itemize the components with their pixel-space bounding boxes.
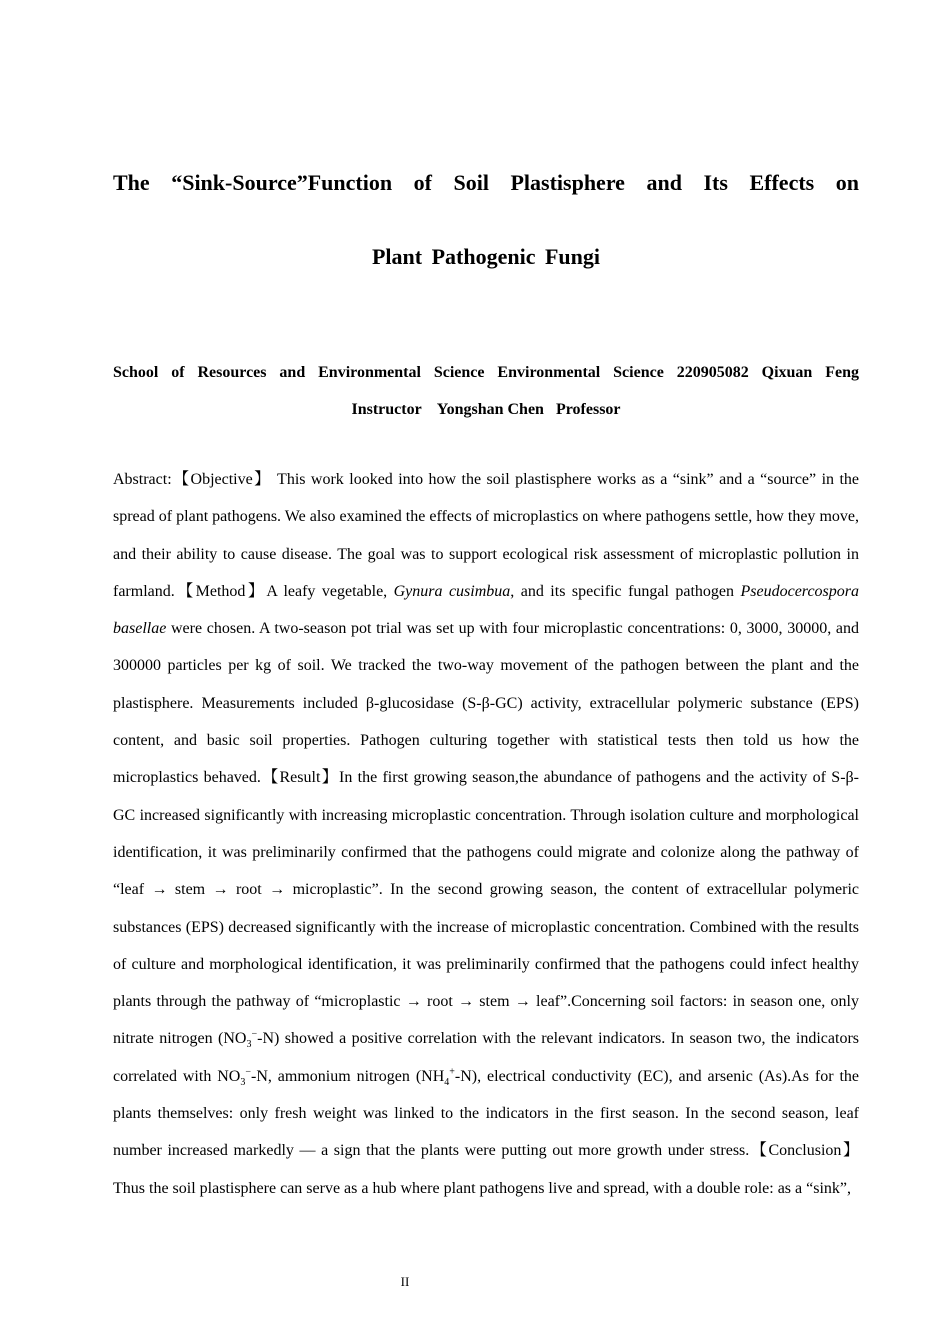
- nitrate-subscript: 3: [246, 1039, 252, 1051]
- paper-title: [113, 146, 859, 294]
- result-text: -N) showed a positive correlation with the relevant indicators. In season two, the indicators correlated with NO: [113, 1030, 860, 1085]
- abstract-paragraph: [113, 461, 859, 1207]
- result-text: In the first growing season,the abundance of pathogens and the activity of S-β-GC increased significantly with increasing microplastic concentration. Through isolation culture and morphological identification, it was preliminarily confirmed that the pathogens could migrate and colonize along the pathway of “leaf → stem → root → microplastic”. In the second growing season, the content of extracellular polymeric substances (EPS) decreased significantly with the increase of microplastic concentration. Combined with the results of culture and morphological identification, it was preliminarily confirmed that the pathogens could infect healthy plants through the pathway of “microplastic → root → stem → leaf”.Concerning soil factors: in season one, only nitrate nitrogen (NO: [113, 769, 859, 1048]
- pathogen-species-name: Pseudocercospora basellae: [113, 582, 859, 638]
- objective-tag: 【Objective】: [171, 471, 272, 488]
- nitrate-superscript: −: [251, 1029, 258, 1041]
- abstract-label: Abstract:: [113, 471, 172, 488]
- plant-species-name: Gynura cusimbua: [393, 582, 511, 600]
- ammonium-subscript: 4: [444, 1076, 450, 1088]
- method-text: were chosen. A two-season pot trial was set up with four microplastic concentrations: 0, 3000, 30000, and 300000 particles per kg of soil. We tracked the two-way movement of the pathogen between the plant and the plastisphere. Measurements included β-glucosidase (S-β-GC) activity, extracellular polymeric substance (EPS) content, and basic soil properties. Pathogen culturing together with statistical tests then told us how the microplastics behaved.: [113, 620, 859, 787]
- objective-text: This work looked into how the soil plastisphere works as a “sink” and a “source” in the spread of plant pathogens. We also examined the effects of microplastics on where pathogens settle, how they move, and their ability to cause disease. The goal was to support ecological risk assessment of microplastic pollution in farmland.: [113, 471, 859, 600]
- author-info: [113, 354, 859, 428]
- method-text: , and its specific fungal pathogen: [510, 582, 741, 600]
- title-line-2: Plant Pathogenic Fungi: [371, 244, 600, 269]
- conclusion-tag: 【Conclusion】: [749, 1142, 859, 1160]
- conclusion-text: Thus the soil plastisphere can serve as a hub where plant pathogens live and spread, with a double role: as a “sink”,: [113, 1179, 851, 1197]
- method-text: A leafy vegetable,: [266, 582, 394, 600]
- result-text: -N, ammonium nitrogen (NH: [250, 1067, 445, 1085]
- title-line-1: The “Sink-Source”Function of Soil Plastisphere and Its Effects on: [113, 170, 859, 195]
- page-number: II: [400, 1274, 410, 1289]
- ammonium-superscript: +: [449, 1066, 455, 1078]
- author-affiliation-line: School of Resources and Environmental Science Environmental Science 220905082 Qixuan Feng: [113, 364, 859, 381]
- method-tag: 【Method】: [174, 582, 267, 600]
- result-text: -N), electrical conductivity (EC), and arsenic (As).As for the plants themselves: only fresh weight was linked to the indicators in the first season. In the second season, leaf number increased markedly — a sign that the plants were putting out more growth under stress.: [113, 1067, 859, 1160]
- instructor-line: Instructor Yongshan Chen Professor: [351, 401, 621, 418]
- result-tag: 【Result】: [260, 769, 339, 787]
- nitrate-subscript: 3: [240, 1076, 246, 1088]
- nitrate-superscript: −: [245, 1066, 251, 1078]
